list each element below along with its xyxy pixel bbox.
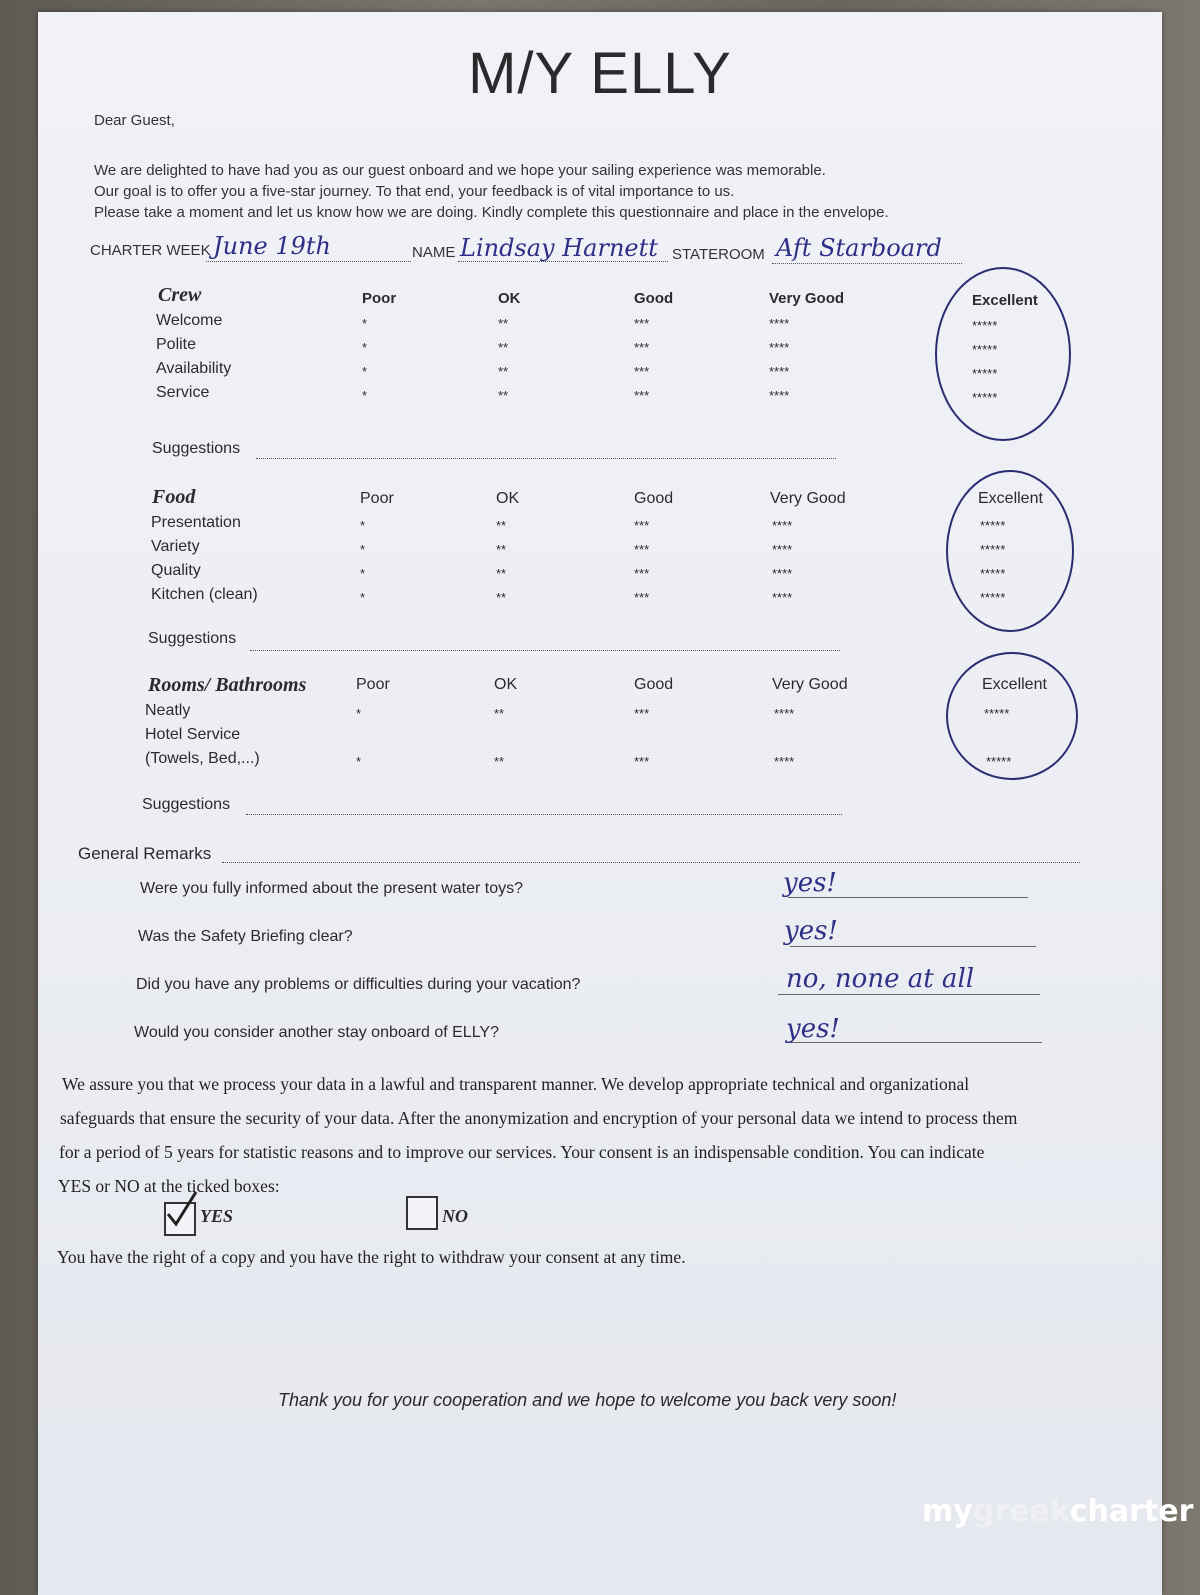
stars-excellent[interactable]: ***** (972, 390, 998, 405)
stars-poor[interactable]: * (360, 518, 366, 533)
excellent-selection-circle (946, 652, 1078, 780)
legal-line-2: safeguards that ensure the security of your data. After the anonymization and encryption of your personal data we intend to process them (60, 1108, 1018, 1128)
stateroom-line (772, 263, 962, 264)
stars-very-good[interactable]: **** (772, 542, 793, 557)
row-label: Variety (151, 538, 200, 555)
section-title-rooms: Rooms/ Bathrooms (148, 674, 307, 696)
stars-excellent[interactable]: ***** (972, 342, 998, 357)
row-label: Kitchen (clean) (151, 586, 258, 603)
stars-ok[interactable]: ** (494, 706, 505, 721)
consent-yes-label: YES (200, 1206, 234, 1226)
row-label: Neatly (145, 702, 191, 719)
stars-ok[interactable]: ** (496, 518, 507, 533)
col-excellent: Excellent (982, 676, 1047, 693)
thank-you-message: Thank you for your cooperation and we hope to welcome you back very soon! (278, 1390, 897, 1410)
charter-week-label: CHARTER WEEK (90, 242, 211, 259)
col-poor: Poor (356, 676, 390, 693)
col-good: Good (634, 290, 674, 307)
suggestions-line[interactable] (250, 650, 840, 651)
row-label: Presentation (151, 514, 241, 531)
stars-ok[interactable]: ** (498, 388, 509, 403)
suggestions-line[interactable] (256, 458, 836, 459)
charter-week-line (206, 261, 411, 262)
page-title: M/Y ELLY (468, 41, 732, 106)
col-very-good: Very Good (769, 290, 845, 307)
watermark-part: my (922, 1494, 973, 1529)
row-label: Polite (156, 336, 197, 353)
legal-line-4: YES or NO at the ticked boxes: (58, 1176, 280, 1196)
question-safety-briefing: Was the Safety Briefing clear? (138, 928, 353, 945)
stars-good[interactable]: *** (634, 518, 650, 533)
rights-statement: You have the right of a copy and you have the right to withdraw your consent at any time. (57, 1247, 686, 1267)
col-excellent: Excellent (978, 490, 1043, 507)
col-ok: OK (494, 676, 518, 693)
watermark-logo (922, 1494, 1193, 1529)
answer-water-toys[interactable]: yes! (783, 868, 837, 898)
consent-no-label: NO (442, 1206, 468, 1226)
stars-poor[interactable]: * (362, 340, 368, 355)
col-very-good: Very Good (770, 490, 846, 507)
stars-good[interactable]: *** (634, 340, 650, 355)
section-title-food: Food (152, 486, 196, 508)
greeting: Dear Guest, (94, 112, 175, 129)
name-label: NAME (412, 244, 456, 261)
legal-line-1: We assure you that we process your data in a lawful and transparent manner. We develop appropriate technical and organizational (62, 1074, 970, 1094)
watermark-part: charter (1069, 1494, 1194, 1529)
stars-excellent[interactable]: ***** (980, 590, 1006, 605)
col-ok: OK (498, 290, 521, 307)
question-problems: Did you have any problems or difficulties during your vacation? (136, 976, 581, 993)
stars-good[interactable]: *** (634, 542, 650, 557)
consent-yes-checkbox[interactable] (164, 1202, 196, 1236)
stars-good[interactable]: *** (634, 566, 650, 581)
stars-very-good[interactable]: **** (769, 364, 790, 379)
stars-poor[interactable]: * (356, 706, 362, 721)
stars-ok[interactable]: ** (496, 590, 507, 605)
intro-line-1: We are delighted to have had you as our guest onboard and we hope your sailing experience was memorable. (94, 162, 826, 179)
stars-excellent[interactable]: ***** (972, 366, 998, 381)
stateroom-value[interactable]: Aft Starboard (776, 234, 942, 262)
stars-good[interactable]: *** (634, 364, 650, 379)
stars-ok[interactable]: ** (494, 754, 505, 769)
col-excellent: Excellent (972, 292, 1038, 309)
row-label: Hotel Service (145, 726, 241, 743)
answer-safety-briefing[interactable]: yes! (784, 916, 838, 946)
stars-excellent[interactable]: ***** (980, 566, 1006, 581)
name-value[interactable]: Lindsay Harnett (460, 234, 658, 262)
col-very-good: Very Good (772, 676, 848, 693)
excellent-selection-circle (946, 470, 1074, 632)
stars-poor[interactable]: * (360, 566, 366, 581)
question-another-stay: Would you consider another stay onboard of ELLY? (134, 1024, 499, 1041)
charter-week-value[interactable]: June 19th (213, 232, 332, 260)
col-poor: Poor (362, 290, 397, 307)
stars-good[interactable]: *** (634, 706, 650, 721)
answer-another-stay[interactable]: yes! (786, 1014, 840, 1044)
stars-poor[interactable]: * (360, 590, 366, 605)
watermark-part: greek (972, 1494, 1070, 1529)
stars-poor[interactable]: * (362, 388, 368, 403)
stars-very-good[interactable]: **** (769, 388, 790, 403)
legal-line-3: for a period of 5 years for statistic reasons and to improve our services. Your consent is an indispensable condition. You can indicate (59, 1142, 985, 1162)
row-label: Availability (156, 360, 232, 377)
stars-very-good[interactable]: **** (769, 340, 790, 355)
row-label: Service (156, 384, 210, 401)
stars-very-good[interactable]: **** (769, 316, 790, 331)
general-remarks-label: General Remarks (78, 844, 212, 863)
suggestions-line[interactable] (246, 814, 842, 815)
row-label: (Towels, Bed,...) (145, 750, 260, 767)
stars-excellent[interactable]: ***** (984, 706, 1010, 721)
stars-good[interactable]: *** (634, 590, 650, 605)
stars-ok[interactable]: ** (498, 364, 509, 379)
col-good: Good (634, 676, 674, 693)
stars-ok[interactable]: ** (496, 566, 507, 581)
stars-excellent[interactable]: ***** (980, 518, 1006, 533)
stars-excellent[interactable]: ***** (986, 754, 1012, 769)
stars-very-good[interactable]: **** (772, 518, 793, 533)
general-remarks-line[interactable] (222, 862, 1080, 863)
stars-poor[interactable]: * (356, 754, 362, 769)
stars-ok[interactable]: ** (496, 542, 507, 557)
answer-line (778, 994, 1040, 995)
stars-very-good[interactable]: **** (772, 566, 793, 581)
stars-ok[interactable]: ** (498, 340, 509, 355)
stars-ok[interactable]: ** (498, 316, 509, 331)
col-good: Good (634, 490, 674, 507)
stars-very-good[interactable]: **** (774, 754, 795, 769)
stars-poor[interactable]: * (362, 364, 368, 379)
section-title-crew: Crew (158, 284, 202, 306)
col-ok: OK (496, 490, 520, 507)
answer-problems[interactable]: no, none at all (786, 964, 975, 994)
intro-line-3: Please take a moment and let us know how we are doing. Kindly complete this questionnaire and place in the envelope. (94, 204, 889, 221)
suggestions-label: Suggestions (142, 796, 231, 813)
stars-poor[interactable]: * (362, 316, 368, 331)
checkmark-icon (164, 1190, 198, 1230)
stars-good[interactable]: *** (634, 388, 650, 403)
suggestions-label: Suggestions (152, 440, 241, 457)
suggestions-label: Suggestions (148, 630, 237, 647)
question-water-toys: Were you fully informed about the present water toys? (140, 880, 524, 897)
intro-line-2: Our goal is to offer you a five-star journey. To that end, your feedback is of vital importance to us. (94, 183, 735, 200)
stars-excellent[interactable]: ***** (980, 542, 1006, 557)
consent-no-checkbox[interactable] (406, 1196, 438, 1230)
row-label: Welcome (156, 312, 223, 329)
stars-very-good[interactable]: **** (772, 590, 793, 605)
feedback-form-page (38, 12, 1162, 1595)
col-poor: Poor (360, 490, 394, 507)
excellent-selection-circle (935, 267, 1071, 441)
stars-good[interactable]: *** (634, 754, 650, 769)
row-label: Quality (151, 562, 201, 579)
stars-excellent[interactable]: ***** (972, 318, 998, 333)
answer-line (790, 946, 1036, 947)
stateroom-label: STATEROOM (672, 246, 765, 263)
stars-very-good[interactable]: **** (774, 706, 795, 721)
stars-poor[interactable]: * (360, 542, 366, 557)
stars-good[interactable]: *** (634, 316, 650, 331)
